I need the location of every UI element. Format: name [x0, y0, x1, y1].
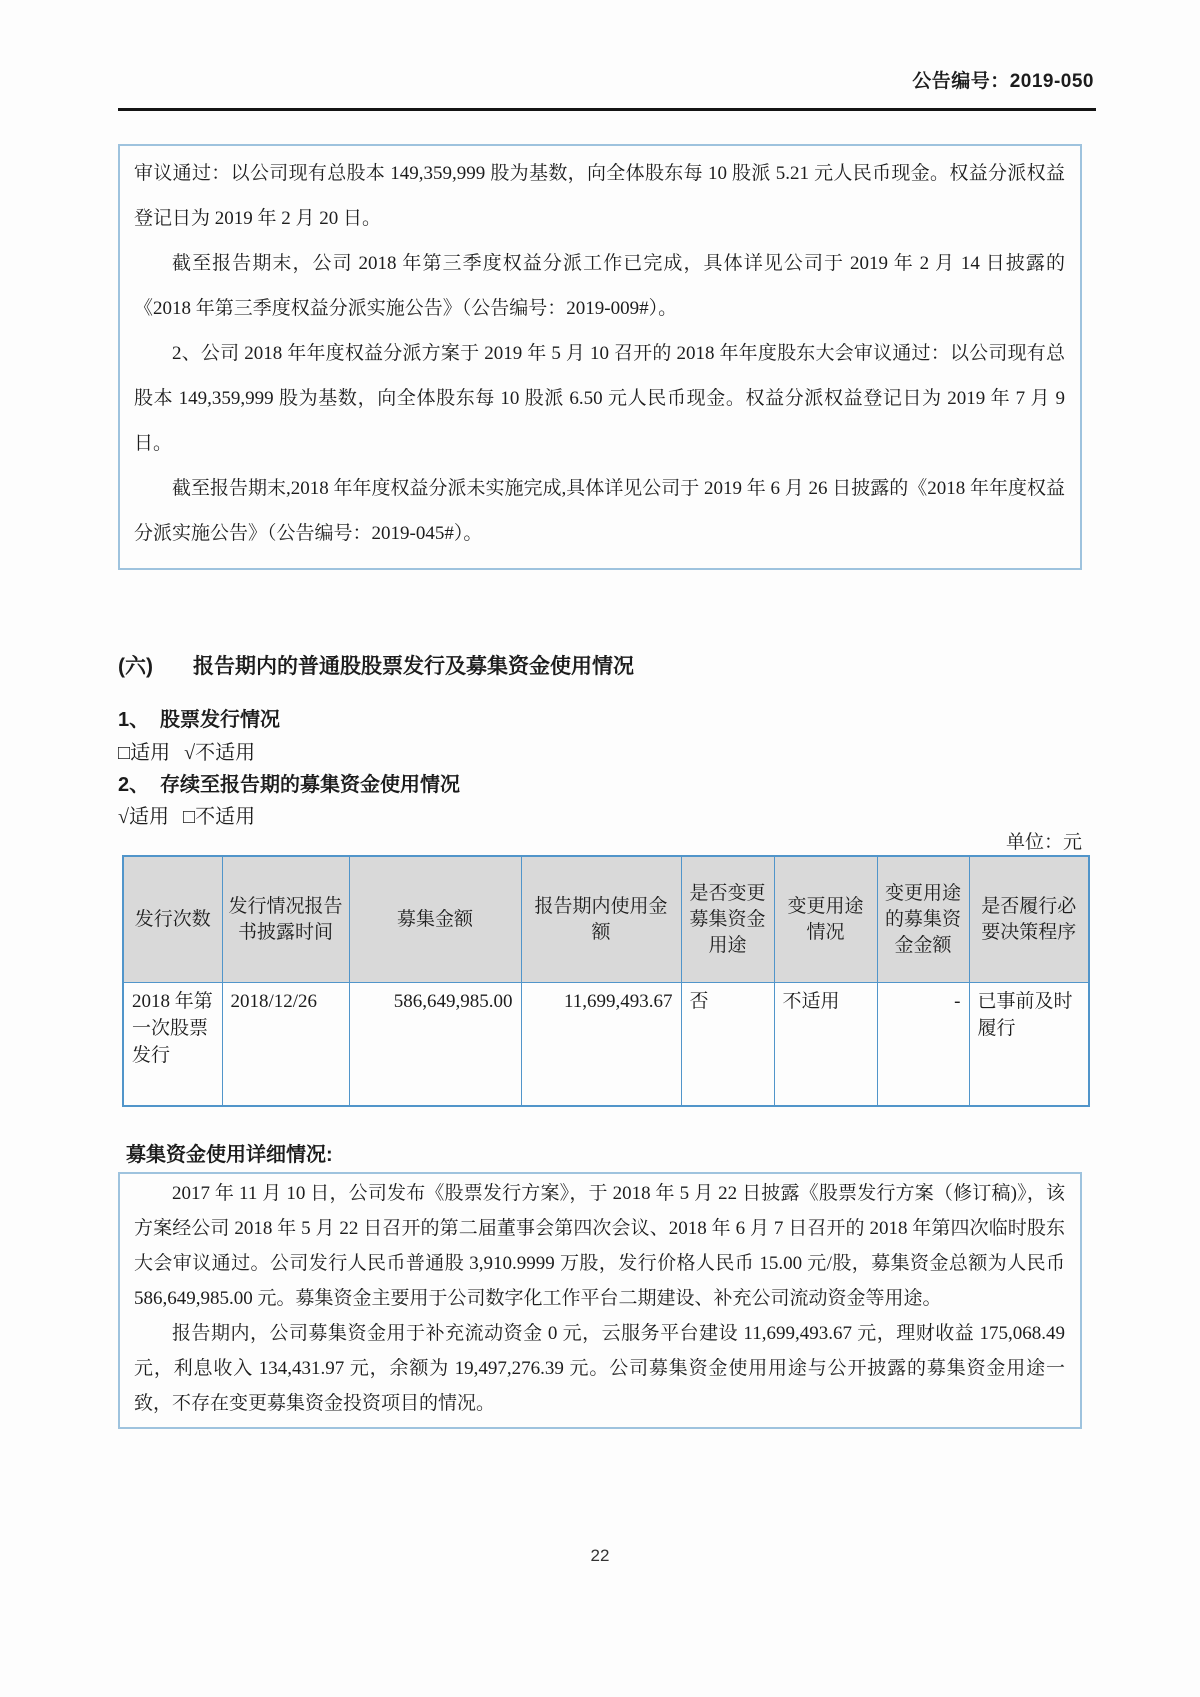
- cell-issue-number: 2018 年第一次股票发行: [123, 983, 222, 1107]
- subsection-heading-2: [118, 768, 460, 797]
- subsection-title: 股票发行情况: [160, 709, 280, 731]
- subsection-title: 存续至报告期的募集资金使用情况: [160, 774, 460, 796]
- table-header-row: [123, 856, 1089, 983]
- cell-purpose-changed: 否: [681, 983, 774, 1107]
- subsection-number: 1、: [118, 709, 150, 731]
- cell-change-status: 不适用: [774, 983, 877, 1107]
- paragraph: 审议通过：以公司现有总股本 149,359,999 股为基数，向全体股东每 10 股派 5.21 元人民币现金。权益分派权益登记日为 2019 年 2 月 20 日。: [134, 163, 1065, 229]
- table-row: [123, 983, 1089, 1107]
- col-header-used-amount: 报告期内使用金额: [521, 856, 681, 983]
- checkmark-applicable: √适用: [118, 806, 169, 828]
- detail-heading: 募集资金使用详细情况:: [126, 1144, 333, 1166]
- cell-changed-amount: -: [877, 983, 969, 1107]
- unit-label: 单位：元: [1005, 832, 1082, 853]
- col-header-disclosure-date: 发行情况报告书披露时间: [222, 856, 349, 983]
- col-header-purpose-changed: 是否变更募集资金用途: [681, 856, 774, 983]
- paragraph: 2、公司 2018 年年度权益分派方案于 2019 年 5 月 10 召开的 2018 年年度股东大会审议通过：以公司现有总股本 149,359,999 股为基数，向全体股东每 10 股派 6.50 元人民币现金。权益分派权益登记日为 2019 年 7 月 9 日。: [134, 343, 1065, 454]
- section-title: 报告期内的普通股股票发行及募集资金使用情况: [193, 655, 634, 678]
- applicability-line-2: [118, 800, 269, 829]
- cell-procedure: 已事前及时履行: [969, 983, 1089, 1107]
- col-header-procedure: 是否履行必要决策程序: [969, 856, 1089, 983]
- col-header-issue-number: 发行次数: [123, 856, 222, 983]
- subsection-heading-1: [118, 703, 280, 732]
- paragraph: 截至报告期末，公司 2018 年第三季度权益分派工作已完成，具体详见公司于 2019 年 2 月 14 日披露的《2018 年第三季度权益分派实施公告》（公告编号：2019-009#）。: [134, 253, 1065, 319]
- section-heading-six: [118, 650, 634, 680]
- checkmark-not-applicable: √不适用: [184, 742, 256, 764]
- cell-used-amount: 11,699,493.67: [521, 983, 681, 1107]
- page-number: 22: [590, 1546, 610, 1565]
- section-number: (六): [118, 655, 153, 678]
- fund-usage-detail-box: [118, 1172, 1082, 1429]
- col-header-changed-amount: 变更用途的募集资金金额: [877, 856, 969, 983]
- applicability-line-1: [118, 736, 269, 765]
- col-header-change-status: 变更用途情况: [774, 856, 877, 983]
- checkbox-not-applicable: □不适用: [182, 806, 256, 828]
- header-rule: [118, 108, 1096, 111]
- dividend-distribution-box: [118, 144, 1082, 570]
- paragraph: 报告期内，公司募集资金用于补充流动资金 0 元，云服务平台建设 11,699,493.67 元，理财收益 175,068.49 元，利息收入 134,431.97 元，余额为 19,497,276.39 元。公司募集资金使用用途与公开披露的募集资金用途一致，不存在变更募集资金投资项目的情况。: [134, 1323, 1065, 1414]
- col-header-raised-amount: 募集金额: [349, 856, 521, 983]
- cell-raised-amount: 586,649,985.00: [349, 983, 521, 1107]
- fund-usage-table: [122, 855, 1090, 1107]
- paragraph: 截至报告期末,2018 年年度权益分派未实施完成,具体详见公司于 2019 年 6 月 26 日披露的《2018 年年度权益分派实施公告》（公告编号：2019-045#）。: [134, 478, 1066, 544]
- paragraph: 2017 年 11 月 10 日，公司发布《股票发行方案》，于 2018 年 5 月 22 日披露《股票发行方案（修订稿)》，该方案经公司 2018 年 5 月 22 日召开的第二届董事会第四次会议、2018 年 6 月 7 日召开的 2018 年第四次临时股东大会审议通过。公司发行人民币普通股 3,910.9999 万股，发行价格人民币 15.00 元/股，募集资金总额为人民币 586,649,985.00 元。募集资金主要用于公司数字化工作平台二期建设、补充公司流动资金等用途。: [134, 1183, 1065, 1309]
- checkbox-applicable: □适用: [118, 742, 171, 764]
- subsection-number: 2、: [118, 774, 150, 796]
- doc-number: 公告编号：2019-050: [912, 71, 1094, 92]
- cell-disclosure-date: 2018/12/26: [222, 983, 349, 1107]
